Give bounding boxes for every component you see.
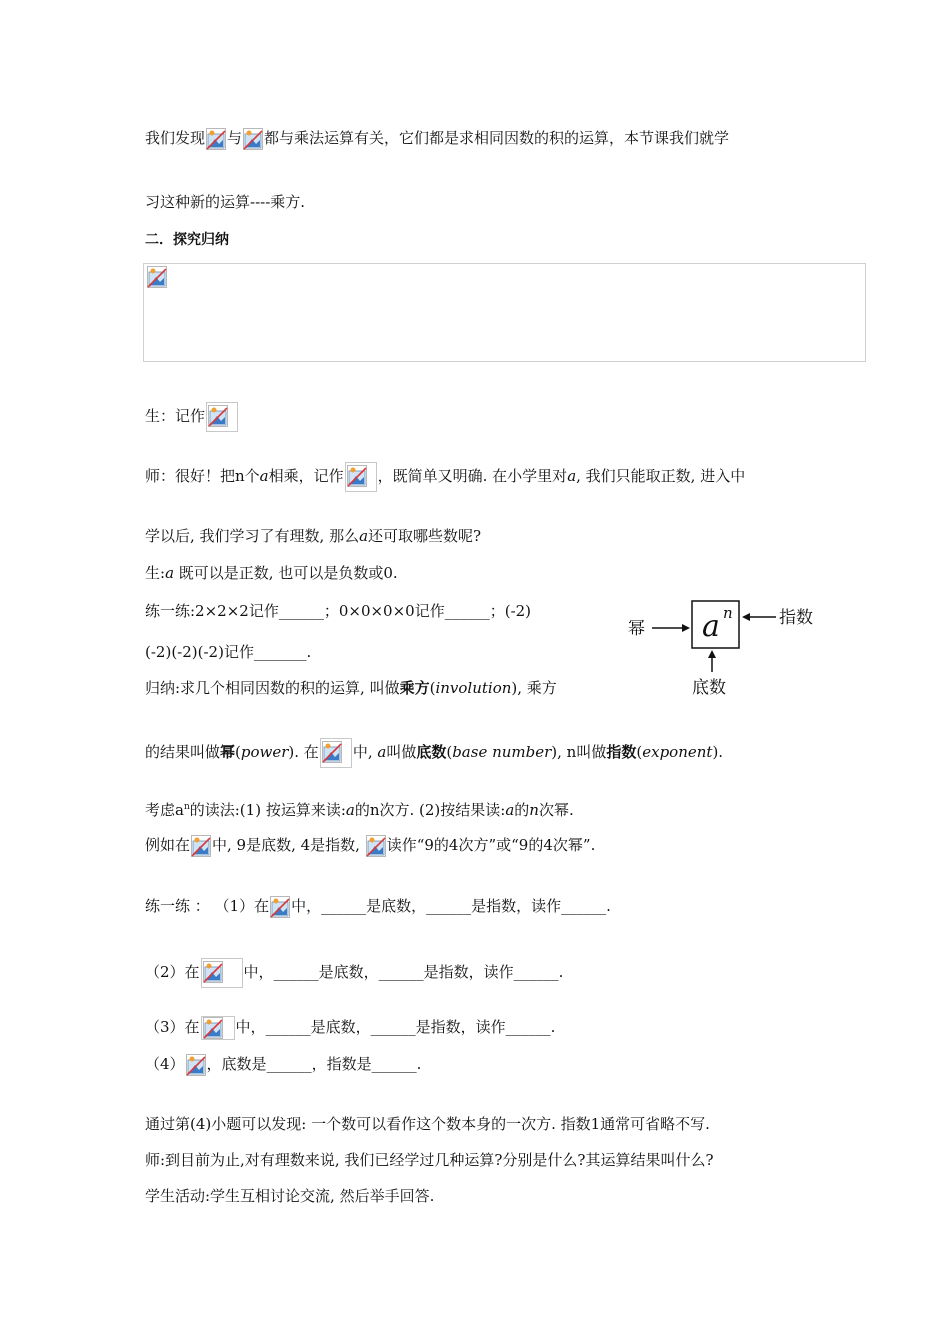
exponent-variable: n	[723, 604, 733, 622]
text: （2）在	[145, 963, 200, 981]
text: ), 乘方	[511, 679, 557, 697]
text: ), n叫做	[551, 743, 607, 761]
text: 的n次方. (2)按结果读:	[354, 801, 506, 819]
answer-blank: ______	[265, 1018, 311, 1036]
section-title: 二．探究归纳	[145, 232, 229, 248]
broken-image-icon	[320, 738, 352, 768]
text: 中, 9是底数, 4是指数,	[212, 836, 365, 854]
text: 例如在	[145, 836, 191, 854]
image-placeholder-frame	[143, 263, 866, 362]
broken-image-icon	[201, 1016, 235, 1040]
text: ；(-2)	[489, 602, 532, 620]
exponent-label: 指数	[779, 608, 813, 628]
exercise-4	[145, 1054, 421, 1076]
power-diagram	[626, 596, 826, 702]
exercise-3	[145, 1016, 555, 1040]
variable: a	[259, 467, 269, 485]
teacher-line1	[145, 462, 745, 492]
right-arrow-head	[742, 613, 750, 621]
exercise-2	[145, 958, 563, 988]
text: 是底数，	[318, 963, 379, 981]
broken-image-icon	[206, 402, 238, 432]
bottom-arrow-head	[708, 650, 716, 658]
text: ，底数是	[206, 1055, 267, 1073]
variable: a	[377, 743, 387, 761]
text: 是指数，读作	[415, 1018, 506, 1036]
english-term: involution	[435, 679, 512, 697]
text: （3）在	[145, 1018, 200, 1036]
text: .	[306, 643, 312, 661]
answer-blank: ______	[513, 963, 559, 981]
term: 指数	[606, 743, 637, 761]
text: 我们发现	[145, 129, 206, 147]
variable: a	[345, 801, 355, 819]
text: 中，	[291, 897, 322, 915]
reading-line	[145, 797, 574, 820]
text: 次幂.	[538, 801, 574, 819]
answer-blank: ______	[378, 963, 424, 981]
broken-image-icon	[366, 835, 386, 857]
term: 乘方	[399, 679, 430, 697]
text: 的读法:(1) 按运算来读:	[189, 801, 346, 819]
text: 的	[514, 801, 530, 819]
variable: a	[165, 564, 175, 582]
text: 中,	[352, 743, 378, 761]
answer-blank: ______	[371, 1055, 417, 1073]
text: ，指数是	[311, 1055, 372, 1073]
variable: a	[567, 467, 577, 485]
answer-blank: ______	[505, 1018, 551, 1036]
text: 既可以是正数, 也可以是负数或0.	[174, 564, 398, 582]
answer-blank: ______	[426, 897, 472, 915]
text: 练一练 ： （1）在	[145, 897, 270, 915]
text: .	[550, 1018, 556, 1036]
left-arrow-head	[682, 624, 690, 632]
broken-image-icon	[206, 128, 226, 150]
text: ；0×0×0×0记作	[323, 602, 445, 620]
text: ，既简单又明确. 在小学里对	[377, 467, 568, 485]
teacher-line2	[145, 526, 481, 546]
text: 归纳:求几个相同因数的积的运算, 叫做	[145, 679, 400, 697]
conclusion-line: 通过第(4)小题可以发现: 一个数可以看作这个数本身的一次方. 指数1通常可省略不写.	[145, 1115, 710, 1133]
intro-paragraph-line1	[145, 128, 729, 150]
student-line2	[145, 563, 398, 583]
text: 学以后, 我们学习了有理数, 那么	[145, 527, 360, 545]
broken-image-icon	[243, 128, 263, 150]
answer-blank: ______	[273, 963, 319, 981]
example-line	[145, 835, 595, 857]
text: (	[429, 679, 436, 697]
base-variable: a	[702, 609, 720, 644]
answer-blank: _______	[253, 643, 307, 661]
power-label: 幂	[628, 619, 645, 639]
answer-blank: ______	[278, 602, 324, 620]
english-term: exponent	[642, 743, 713, 761]
text: 都与乘法运算有关，它们都是求相同因数的积的运算，本节课我们就学	[264, 129, 730, 147]
text: 是指数，读作	[423, 963, 514, 981]
text: 与	[227, 129, 243, 147]
answer-blank: ______	[561, 897, 607, 915]
text: .	[558, 963, 564, 981]
text: 叫做	[386, 743, 417, 761]
base-label: 底数	[692, 678, 726, 698]
broken-image-icon	[191, 835, 211, 857]
answer-blank: ______	[444, 602, 490, 620]
answer-blank: ______	[321, 897, 367, 915]
answer-blank: ______	[370, 1018, 416, 1036]
text: (	[235, 743, 241, 761]
text: 还可取哪些数呢?	[368, 527, 482, 545]
text: 师：很好！把n个	[145, 467, 260, 485]
superscript: n	[183, 802, 190, 812]
teacher-question-line: 师:到目前为止,对有理数来说, 我们已经学过几种运算?分别是什么?其运算结果叫什么?	[145, 1151, 714, 1169]
english-term: power	[240, 743, 289, 761]
text: 相乘，记作	[268, 467, 344, 485]
summary-line1	[145, 678, 557, 698]
intro-paragraph-line2: 习这种新的运算----乘方.	[145, 193, 306, 211]
summary-line2	[145, 738, 723, 768]
text: 是底数，	[310, 1018, 371, 1036]
text: 考虑a	[145, 801, 184, 819]
variable: a	[359, 527, 369, 545]
text: 中，	[243, 963, 274, 981]
variable: n	[529, 801, 539, 819]
student-line1	[145, 402, 239, 432]
text: 练一练:2×2×2记作	[145, 602, 279, 620]
text: 是指数，读作	[471, 897, 562, 915]
text: (	[446, 743, 453, 761]
text: 是底数，	[366, 897, 427, 915]
answer-blank: ______	[266, 1055, 312, 1073]
text: , 我们只能取正数, 进入中	[576, 467, 746, 485]
term: 幂	[220, 743, 236, 761]
broken-image-icon	[147, 266, 167, 288]
exercise-1	[145, 896, 611, 918]
text: 生：记作	[145, 407, 206, 425]
text: (-2)(-2)(-2)记作	[145, 643, 254, 661]
text: .	[416, 1055, 422, 1073]
broken-image-icon	[201, 958, 243, 988]
text: 读作“9的4次方”或“9的4次幂”.	[386, 836, 596, 854]
text: ).	[712, 743, 724, 761]
student-activity-line: 学生活动:学生互相讨论交流, 然后举手回答.	[145, 1187, 435, 1205]
practice-line1	[145, 601, 531, 621]
text: （4）	[145, 1055, 185, 1073]
text: 中，	[235, 1018, 266, 1036]
term: 底数	[416, 743, 447, 761]
text: (	[636, 743, 643, 761]
variable: a	[505, 801, 515, 819]
broken-image-icon	[270, 896, 290, 918]
broken-image-icon	[345, 462, 377, 492]
text: .	[606, 897, 611, 915]
practice-line2	[145, 642, 311, 662]
text: 生:	[145, 564, 166, 582]
text: 的结果叫做	[145, 743, 221, 761]
broken-image-icon	[186, 1054, 206, 1076]
text: ). 在	[288, 743, 319, 761]
english-term: base number	[452, 743, 552, 761]
